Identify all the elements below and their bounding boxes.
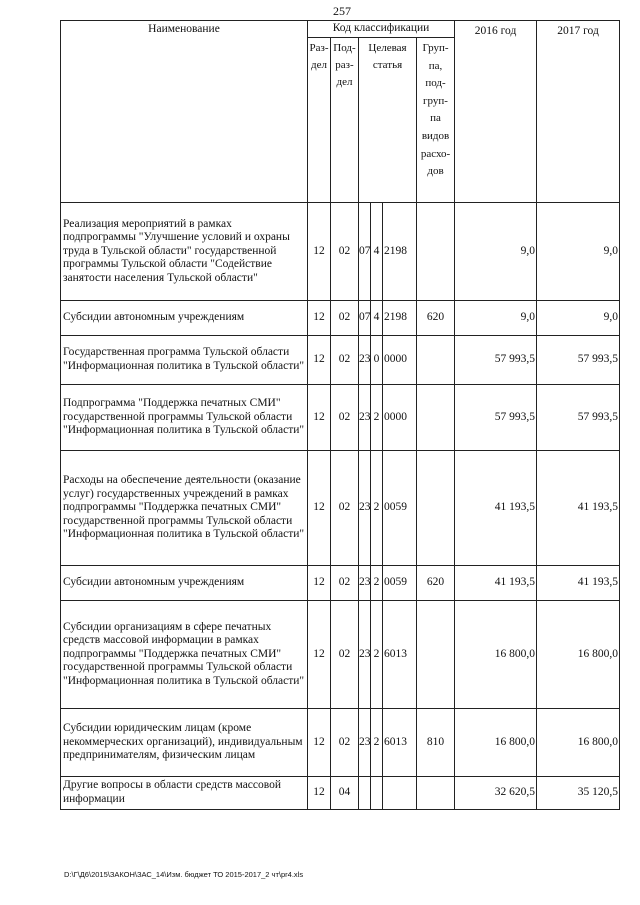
row-podrazdel: 02 bbox=[331, 601, 359, 709]
row-cs1 bbox=[359, 777, 371, 810]
table-row bbox=[61, 777, 620, 810]
row-2016: 57 993,5 bbox=[455, 336, 537, 385]
table-row bbox=[61, 451, 620, 566]
row-cs2: 4 bbox=[371, 301, 383, 336]
row-podrazdel: 02 bbox=[331, 203, 359, 301]
row-name: Субсидии автономным учреждениям bbox=[61, 566, 308, 601]
row-2016: 9,0 bbox=[455, 301, 537, 336]
row-2017: 57 993,5 bbox=[537, 385, 620, 451]
table-row bbox=[61, 203, 620, 301]
row-name: Реализация мероприятий в рамках подпрограммы "Улучшение условий и охраны труда в Тульской области" государственной программы Тульской области "Содействие занятости населения Тульской области" bbox=[61, 203, 308, 301]
row-2016: 57 993,5 bbox=[455, 385, 537, 451]
page-number: 257 bbox=[333, 4, 351, 18]
table-row bbox=[61, 336, 620, 385]
table-row bbox=[61, 301, 620, 336]
row-vid bbox=[417, 385, 455, 451]
table-row bbox=[61, 601, 620, 709]
row-cs2: 2 bbox=[371, 566, 383, 601]
row-razdel: 12 bbox=[308, 301, 331, 336]
row-cs2 bbox=[371, 777, 383, 810]
row-cs3: 0059 bbox=[383, 451, 417, 566]
row-name: Расходы на обеспечение деятельности (оказание услуг) государственных учреждений в рамках подпрограммы "Поддержка печатных СМИ" государственной программы Тульской области "Информационная политика в Тульской области" bbox=[61, 451, 308, 566]
header-celevaya-statya: Целевая статья bbox=[359, 38, 417, 203]
row-vid bbox=[417, 777, 455, 810]
row-2017: 57 993,5 bbox=[537, 336, 620, 385]
row-2016: 41 193,5 bbox=[455, 566, 537, 601]
row-cs2: 2 bbox=[371, 601, 383, 709]
header-name: Наименование bbox=[61, 21, 308, 203]
header-code-group: Код классификации bbox=[308, 21, 455, 38]
table-row bbox=[61, 566, 620, 601]
row-name: Подпрограмма "Поддержка печатных СМИ" государственной программы Тульской области "Информационная политика в Тульской области" bbox=[61, 385, 308, 451]
row-cs2: 2 bbox=[371, 451, 383, 566]
row-cs3: 2198 bbox=[383, 203, 417, 301]
row-2017: 41 193,5 bbox=[537, 451, 620, 566]
row-name: Субсидии автономным учреждениям bbox=[61, 301, 308, 336]
row-vid: 810 bbox=[417, 709, 455, 777]
row-cs1: 23 bbox=[359, 566, 371, 601]
row-cs1: 23 bbox=[359, 451, 371, 566]
row-cs1: 23 bbox=[359, 336, 371, 385]
row-cs2: 4 bbox=[371, 203, 383, 301]
row-vid: 620 bbox=[417, 301, 455, 336]
row-name: Субсидии организациям в сфере печатных средств массовой информации в рамках подпрограммы "Поддержка печатных СМИ" государственной программы Тульской области "Информационная политика в Тульской области" bbox=[61, 601, 308, 709]
row-razdel: 12 bbox=[308, 709, 331, 777]
row-cs1: 07 bbox=[359, 203, 371, 301]
table-row bbox=[61, 385, 620, 451]
row-2016: 16 800,0 bbox=[455, 601, 537, 709]
row-2017: 9,0 bbox=[537, 203, 620, 301]
file-path-footer: D:\Г\Д6\2015\ЗАКОН\ЗАС_14\Изм. бюджет ТО 2015-2017_2 чт\pr4.xls bbox=[64, 870, 304, 879]
row-2016: 16 800,0 bbox=[455, 709, 537, 777]
row-vid bbox=[417, 336, 455, 385]
row-razdel: 12 bbox=[308, 203, 331, 301]
row-podrazdel: 02 bbox=[331, 336, 359, 385]
row-podrazdel: 02 bbox=[331, 451, 359, 566]
header-razdel: Раз- дел bbox=[308, 38, 331, 203]
row-cs3: 0059 bbox=[383, 566, 417, 601]
row-cs2: 2 bbox=[371, 385, 383, 451]
row-name: Субсидии юридическим лицам (кроме некоммерческих организаций), индивидуальным предпринимателям, физическим лицам bbox=[61, 709, 308, 777]
row-2017: 16 800,0 bbox=[537, 709, 620, 777]
row-cs3: 6013 bbox=[383, 709, 417, 777]
row-podrazdel: 02 bbox=[331, 709, 359, 777]
row-cs1: 07 bbox=[359, 301, 371, 336]
row-2017: 41 193,5 bbox=[537, 566, 620, 601]
row-vid bbox=[417, 451, 455, 566]
row-razdel: 12 bbox=[308, 451, 331, 566]
row-2016: 32 620,5 bbox=[455, 777, 537, 810]
row-cs2: 2 bbox=[371, 709, 383, 777]
row-razdel: 12 bbox=[308, 601, 331, 709]
table-row bbox=[61, 709, 620, 777]
row-cs3: 0000 bbox=[383, 336, 417, 385]
row-razdel: 12 bbox=[308, 777, 331, 810]
row-cs3: 2198 bbox=[383, 301, 417, 336]
header-gruppa-vidov: Груп- па, под- груп- па видов расхо- дов bbox=[417, 38, 455, 203]
row-2017: 16 800,0 bbox=[537, 601, 620, 709]
header-podrazdel: Под- раз- дел bbox=[331, 38, 359, 203]
row-name: Государственная программа Тульской области "Информационная политика в Тульской области" bbox=[61, 336, 308, 385]
row-podrazdel: 02 bbox=[331, 385, 359, 451]
row-cs2: 0 bbox=[371, 336, 383, 385]
row-cs3: 0000 bbox=[383, 385, 417, 451]
row-cs1: 23 bbox=[359, 709, 371, 777]
row-2017: 9,0 bbox=[537, 301, 620, 336]
row-vid: 620 bbox=[417, 566, 455, 601]
row-2016: 41 193,5 bbox=[455, 451, 537, 566]
header-year-2016: 2016 год bbox=[455, 21, 537, 203]
row-cs3: 6013 bbox=[383, 601, 417, 709]
row-razdel: 12 bbox=[308, 336, 331, 385]
row-cs3 bbox=[383, 777, 417, 810]
row-name: Другие вопросы в области средств массовой информации bbox=[61, 777, 308, 810]
row-podrazdel: 02 bbox=[331, 301, 359, 336]
row-cs1: 23 bbox=[359, 601, 371, 709]
row-cs1: 23 bbox=[359, 385, 371, 451]
row-podrazdel: 02 bbox=[331, 566, 359, 601]
row-vid bbox=[417, 601, 455, 709]
header-year-2017: 2017 год bbox=[537, 21, 620, 203]
row-razdel: 12 bbox=[308, 385, 331, 451]
row-vid bbox=[417, 203, 455, 301]
row-razdel: 12 bbox=[308, 566, 331, 601]
row-2017: 35 120,5 bbox=[537, 777, 620, 810]
row-2016: 9,0 bbox=[455, 203, 537, 301]
row-podrazdel: 04 bbox=[331, 777, 359, 810]
budget-table bbox=[60, 20, 620, 810]
